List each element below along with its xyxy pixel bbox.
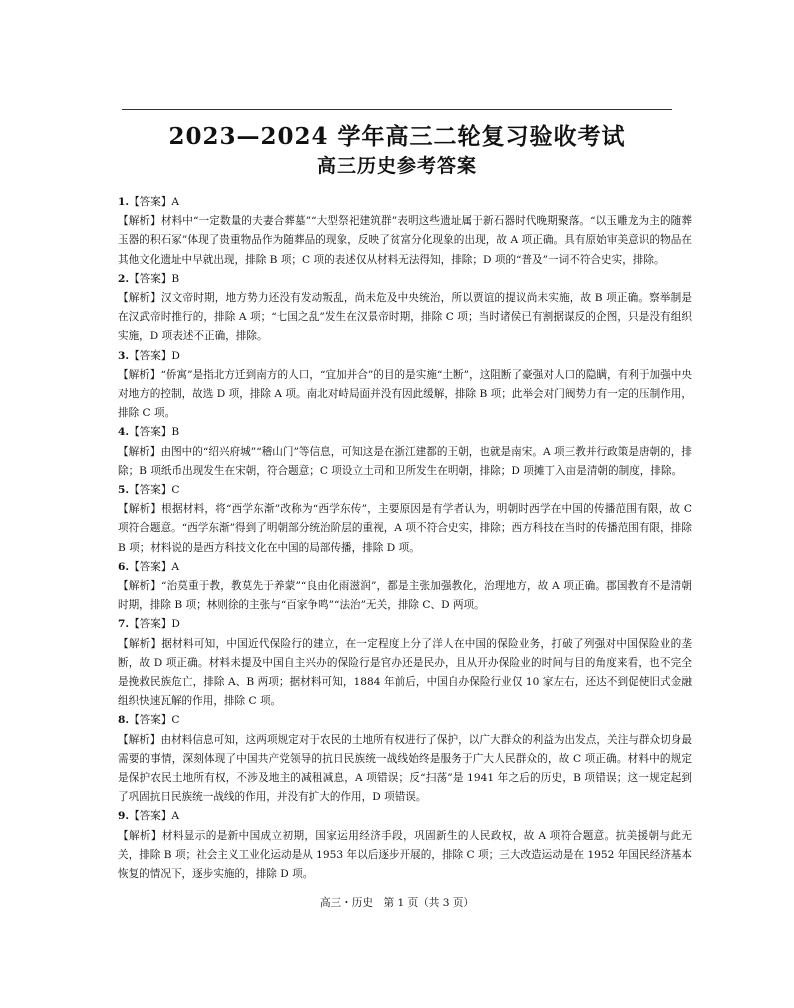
question-6: [118, 558, 692, 616]
answer-text: 【答案】B: [129, 272, 180, 285]
answer-text: 【答案】C: [129, 714, 180, 727]
answer-line: [118, 481, 692, 500]
answer-text: 【答案】B: [129, 426, 180, 439]
analysis-text: 【解析】由材料信息可知，这两项规定对于农民的土地所有权进行了保护，以广大群众的利益为出发点，关注与群众切身最需要的事情，深刻体现了中国共产党领导的抗日民族统一战线始终是服务于广大人民群众的，故 C 项正确。材料中的规定是保护农民土地所有权，不涉及地主的减租减息，A 项错误；反“扫荡”是 1941 年之后的历史，B 项错误；这一规定起到了巩固抗日民族统一战线的作用，并没有扩大的作用，D 项错误。: [118, 733, 692, 804]
analysis-text: 【解析】据材料可知，中国近代保险行的建立，在一定程度上分了洋人在中国的保险业务，打破了列强对中国保险业的垄断，故 D 项正确。材料未提及中国自主兴办的保险行是官办还是民办，且从开办保险业的时间与目的角度来看，也不完全是挽救民族危亡，排除 A、B 两项；据材料可知，1884 年前后，中国自办保险行业仅 10 家左右，还达不到促使旧式金融组织快速瓦解的作用，排除 C 项。: [118, 637, 692, 708]
answer-line: [118, 807, 692, 826]
question-2: [118, 270, 692, 347]
question-number: 2.: [118, 272, 130, 285]
answer-line: [118, 558, 692, 577]
question-4: [118, 423, 692, 481]
page-subtitle: 高三历史参考答案: [316, 155, 477, 177]
answer-text: 【答案】A: [129, 810, 180, 823]
answer-line: [118, 347, 692, 366]
analysis-text: 【解析】“侨寓”是指北方迁到南方的人口，“宜加并合”的目的是实施“土断”，这阻断了豪强对人口的隐瞒，有利于加强中央对地方的控制，故选 D 项，排除 A 项。南北对峙局面并没有因此缓解，排除 B 项；此举会对门阀势力有一定的压制作用，排除 C 项。: [118, 368, 692, 420]
page-title: 2023—2024 学年高三二轮复习验收考试: [168, 123, 626, 150]
answer-line: [118, 615, 692, 634]
answer-text: 【答案】C: [129, 483, 180, 496]
question-9: [118, 807, 692, 884]
analysis-text: 【解析】材料显示的是新中国成立初期，国家运用经济手段，巩固新生的人民政权，故 A 项符合题意。抗美援朝与此无关，排除 B 项；社会主义工业化运动是从 1953 年以后逐步开展的，排除 C 项；三大改造运动是在 1952 年国民经济基本恢复的情况下，逐步实施的，排除 D 项。: [118, 829, 692, 880]
answer-text: 【答案】D: [129, 349, 180, 362]
question-number: 7.: [118, 618, 130, 631]
question-7: [118, 615, 692, 711]
header-rule: [122, 109, 672, 110]
question-number: 3.: [118, 349, 130, 362]
answer-line: [118, 711, 692, 730]
answer-text: 【答案】A: [129, 196, 180, 208]
page-footer: 高三・历史 第 1 页（共 3 页）: [319, 897, 475, 909]
question-3: [118, 347, 692, 424]
question-number: 9.: [118, 810, 130, 823]
question-5: [118, 481, 692, 558]
analysis-text: 【解析】汉文帝时期，地方势力还没有发动叛乱，尚未危及中央统治，所以贾谊的提议尚未实施，故 B 项正确。察举制是在汉武帝时推行的，排除 A 项；“七国之乱”发生在汉景帝时期，排除 C 项；当时诸侯已有割据谋反的企图，只是没有组织实施，D 项表述不正确，排除。: [118, 291, 692, 343]
question-number: 8.: [118, 714, 130, 727]
answer-text: 【答案】A: [129, 560, 180, 573]
question-8: [118, 711, 692, 807]
analysis-text: 【解析】根据材料，将“西学东渐”改称为“西学东传”，主要原因是有学者认为，明朝时西学在中国的传播范围有限，故 C 项符合题意。“西学东渐”得到了明朝部分统治阶层的重视，A 项不符合史实，排除；西方科技在当时的传播范围有限，排除 B 项；材料说的是西方科技文化在中国的局部传播，排除 D 项。: [118, 503, 692, 554]
answer-line: [118, 423, 692, 442]
question-1: [118, 193, 692, 270]
answer-line: [118, 193, 692, 212]
analysis-text: 【解析】材料中“一定数量的夫妻合葬墓”“大型祭祀建筑群”表明这些遗址属于新石器时代晚期聚落。“以玉雕龙为主的随葬玉器的积石冢”体现了贵重物品作为随葬品的现象，反映了贫富分化现象的出现，故 A 项正确。具有原始审美意识的物品在其他文化遗址中早就出现，排除 B 项；C 项的表述仅从材料无法得知，排除；D 项的“普及”一词不符合史实，排除。: [118, 215, 692, 266]
question-number: 6.: [118, 560, 130, 573]
question-number: 1.: [118, 196, 130, 208]
question-number: 5.: [118, 483, 130, 496]
question-number: 4.: [118, 426, 130, 439]
answer-line: [118, 270, 692, 289]
analysis-text: 【解析】“治莫重于教，教莫先于养蒙”“良由化雨滋润”，都是主张加强教化，治理地方，故 A 项正确。郡国教育不是清朝时期，排除 B 项；林则徐的主张与“百家争鸣”“法治”无关，排除 C、D 两项。: [118, 579, 692, 612]
answer-list: [118, 193, 692, 884]
answer-text: 【答案】D: [129, 618, 180, 631]
analysis-text: 【解析】由图中的“绍兴府城”“稽山门”等信息，可知这是在浙江建都的王朝，也就是南宋。A 项三教并行政策是唐朝的，排除；B 项纸币出现发生在宋朝，符合题意；C 项设立土司和卫所发生在明朝，排除；D 项摊丁入亩是清朝的制度，排除。: [118, 445, 692, 477]
